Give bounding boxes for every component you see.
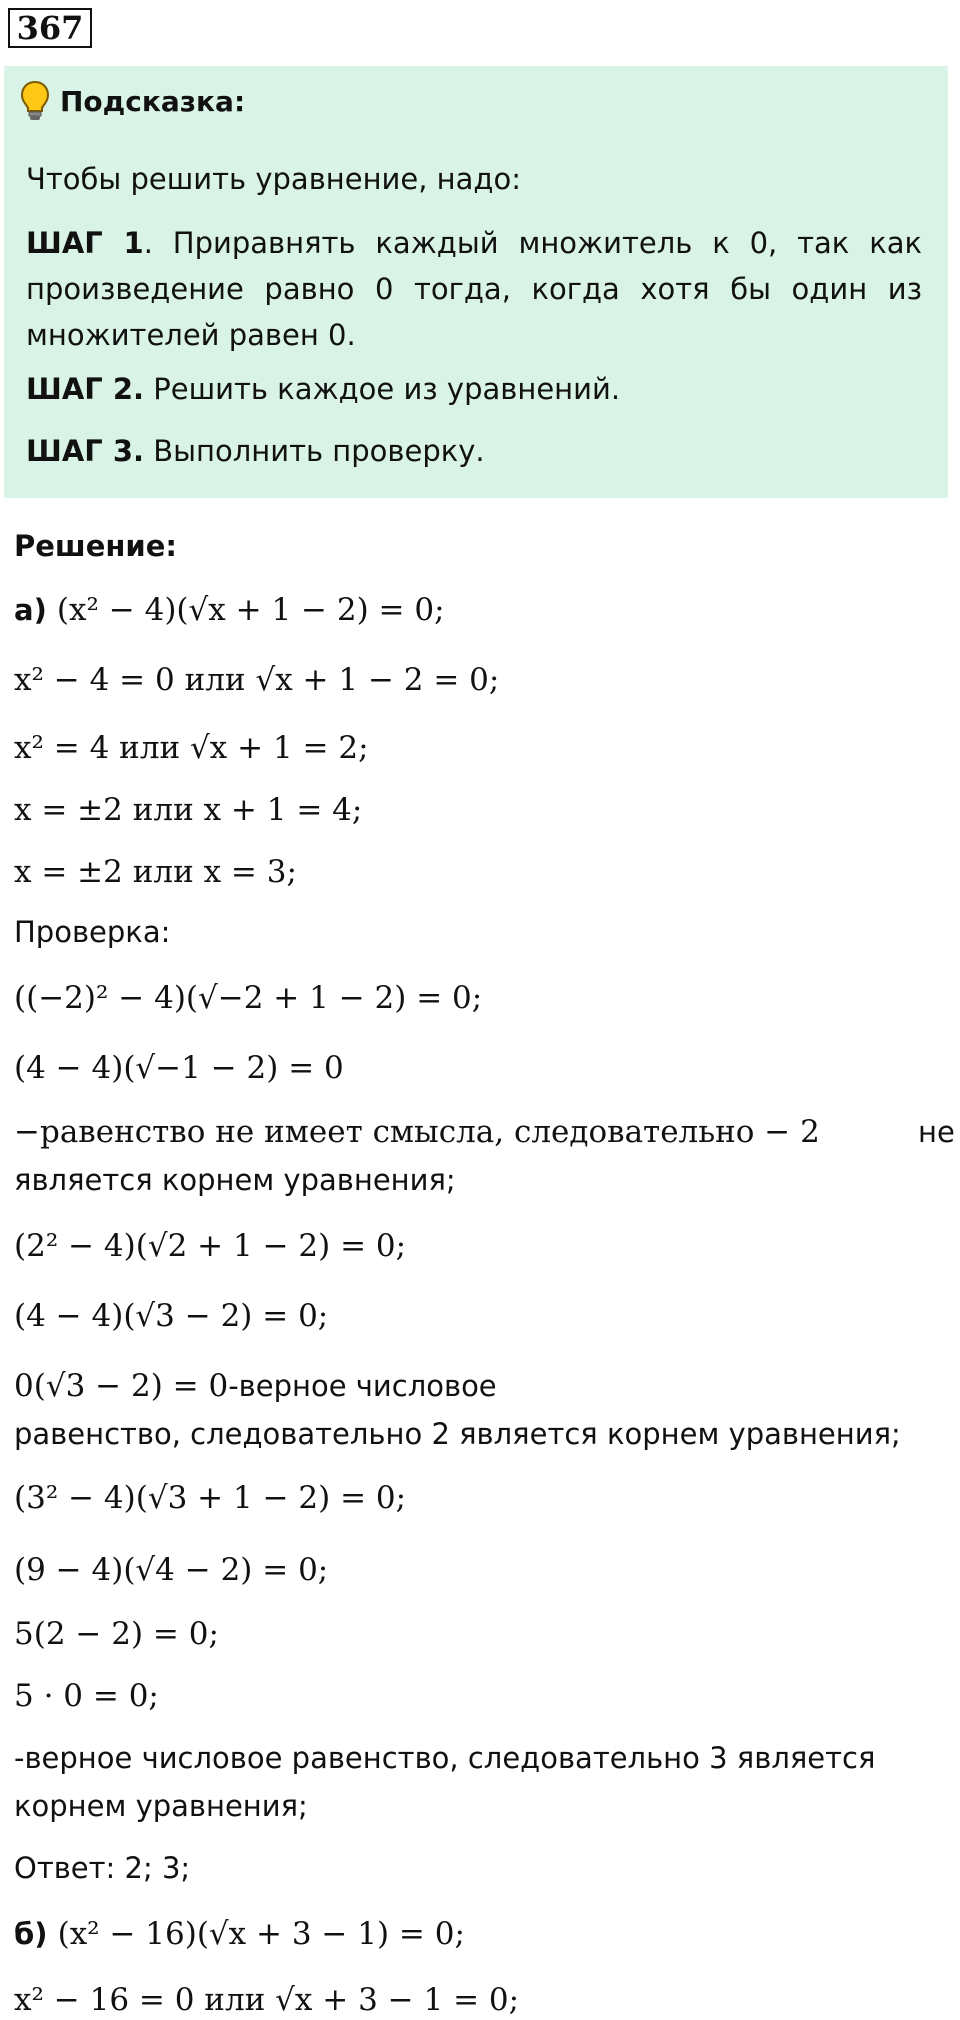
step-text: . Приравнять каждый множитель к 0, так как произведение равно 0 тогда, когда хотя бы один из множителей равен 0. <box>26 226 922 352</box>
solution-line <box>14 1914 465 1954</box>
solution-line: (4 − 4)(√3 − 2) = 0; <box>14 1298 329 1334</box>
solution-line: является корнем уравнения; <box>14 1163 456 1197</box>
hint-intro: Чтобы решить уравнение, надо: <box>26 162 521 196</box>
hint-step-3 <box>26 428 922 474</box>
part-label: а) <box>14 593 57 627</box>
solution-line: (3² − 4)(√3 + 1 − 2) = 0; <box>14 1480 407 1516</box>
solution-line: ((−2)² − 4)(√−2 + 1 − 2) = 0; <box>14 980 483 1016</box>
hint-title: Подсказка: <box>60 84 246 118</box>
solution-line <box>14 590 445 630</box>
solution-line: x² = 4 или √x + 1 = 2; <box>14 730 369 766</box>
part-label: б) <box>14 1917 58 1951</box>
step-label: ШАГ 1 <box>26 226 144 260</box>
step-text: Решить каждое из уравнений. <box>144 372 621 406</box>
solution-line: -верное числовое равенство, следовательно 3 является <box>14 1741 876 1775</box>
lightbulb-icon <box>20 80 50 122</box>
solution-line: корнем уравнения; <box>14 1789 308 1823</box>
solution-line: (9 − 4)(√4 − 2) = 0; <box>14 1552 329 1588</box>
hint-step-2 <box>26 366 922 412</box>
solution-line: x = ±2 или x + 1 = 4; <box>14 792 363 828</box>
solution-line: 5(2 − 2) = 0; <box>14 1616 219 1652</box>
solution-line: (2² − 4)(√2 + 1 − 2) = 0; <box>14 1228 407 1264</box>
solution-line-tail: не <box>918 1115 955 1149</box>
equation: (x² − 16)(√x + 3 − 1) = 0; <box>57 1916 465 1952</box>
hint-header <box>20 80 245 122</box>
solution-line: (4 − 4)(√−1 − 2) = 0 <box>14 1050 344 1086</box>
solution-line: −равенство не имеет смысла, следовательно − 2 <box>14 1114 820 1150</box>
solution-line: x² − 4 = 0 или √x + 1 − 2 = 0; <box>14 662 500 698</box>
hint-box <box>4 66 948 498</box>
equation: (x² − 4)(√x + 1 − 2) = 0; <box>56 592 445 628</box>
step-label: ШАГ 2. <box>26 372 145 406</box>
solution-line: x² − 16 = 0 или √x + 3 − 1 = 0; <box>14 1982 520 2018</box>
step-label: ШАГ 3. <box>26 434 145 468</box>
answer-line: Ответ: 2; 3; <box>14 1851 191 1885</box>
equation: 0(√3 − 2) = 0 <box>14 1368 229 1404</box>
equation-note: -верное числовое <box>228 1369 497 1403</box>
problem-number: 367 <box>8 8 92 48</box>
solution-line: 5 · 0 = 0; <box>14 1678 159 1714</box>
check-label: Проверка: <box>14 915 171 949</box>
hint-step-1 <box>26 220 922 358</box>
solution-line: x = ±2 или x = 3; <box>14 854 297 890</box>
step-text: Выполнить проверку. <box>144 434 485 468</box>
solution-line: равенство, следовательно 2 является корнем уравнения; <box>14 1417 901 1451</box>
solution-line <box>14 1366 497 1406</box>
solution-heading: Решение: <box>14 529 178 563</box>
